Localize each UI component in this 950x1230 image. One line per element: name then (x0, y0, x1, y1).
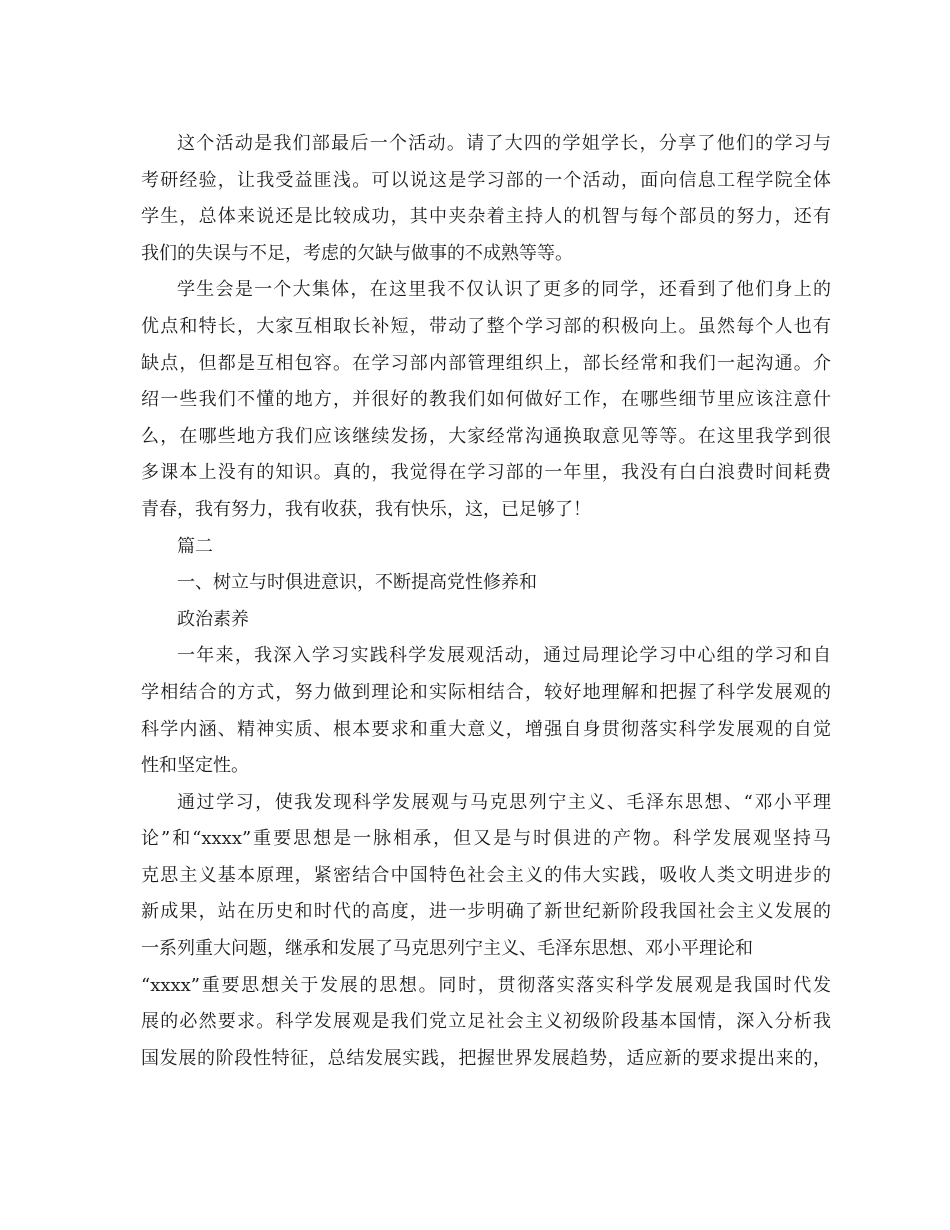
text-line: 一年来，我深入学习实践科学发展观活动，通过局理论学习中心组的学习和自 (177, 645, 831, 667)
text-line: 展的必然要求。科学发展观是我们党立足社会主义初级阶段基本国情，深入分析我 (141, 1011, 831, 1033)
text-line: 克思主义基本原理，紧密结合中国特色社会主义的伟大实践，吸收人类文明进步的 (141, 864, 831, 886)
text-line: 学生会是一个大集体，在这里我不仅认识了更多的同学，还看到了他们身上的 (177, 279, 831, 301)
text-line: 通过学习，使我发现科学发展观与马克思列宁主义、毛泽东思想、“邓小平理 (177, 791, 831, 813)
text-line: 一、树立与时俱进意识，不断提高党性修养和 (177, 572, 537, 594)
text-line: 政治素养 (177, 608, 249, 630)
text-line: 缺点，但都是互相包容。在学习部内部管理组织上，部长经常和我们一起沟通。介 (141, 352, 831, 374)
text-line: 么，在哪些地方我们应该继续发扬，大家经常沟通换取意见等等。在这里我学到很 (141, 425, 831, 447)
text-line: 新成果，站在历史和时代的高度，进一步明确了新世纪新阶段我国社会主义发展的 (141, 901, 831, 923)
text-line: 性和坚定性。 (141, 755, 249, 777)
text-line: 篇二 (177, 535, 213, 557)
text-line: 学相结合的方式，努力做到理论和实际相结合，较好地理解和把握了科学发展观的 (141, 681, 831, 703)
text-line: 优点和特长，大家互相取长补短，带动了整个学习部的积极向上。虽然每个人也有 (141, 315, 831, 337)
text-line: 国发展的阶段性特征，总结发展实践，把握世界发展趋势，适应新的要求提出来的， (141, 1047, 831, 1069)
text-line: 多课本上没有的知识。真的，我觉得在学习部的一年里，我没有白白浪费时间耗费 (141, 462, 831, 484)
text-line: 论”和“xxxx”重要思想是一脉相承，但又是与时俱进的产物。科学发展观坚持马 (141, 828, 831, 850)
text-line: 这个活动是我们部最后一个活动。请了大四的学姐学长，分享了他们的学习与 (177, 133, 831, 154)
text-line: 科学内涵、精神实质、根本要求和重大意义，增强自身贯彻落实科学发展观的自觉 (141, 718, 831, 740)
text-line: 学生，总体来说还是比较成功，其中夹杂着主持人的机智与每个部员的努力，还有 (141, 206, 831, 228)
text-line: 我们的失误与不足，考虑的欠缺与做事的不成熟等等。 (141, 242, 573, 264)
text-line: “xxxx”重要思想关于发展的思想。同时，贯彻落实落实科学发展观是我国时代发 (141, 974, 831, 996)
text-line: 考研经验，让我受益匪浅。可以说这是学习部的一个活动，面向信息工程学院全体 (141, 169, 831, 191)
text-line: 一系列重大问题，继承和发展了马克思列宁主义、毛泽东思想、邓小平理论和 (141, 938, 753, 960)
text-line: 绍一些我们不懂的地方，并很好的教我们如何做好工作，在哪些细节里应该注意什 (141, 389, 831, 411)
text-line: 青春，我有努力，我有收获，我有快乐，这，已足够了！ (141, 498, 591, 520)
document-body (141, 126, 831, 1077)
